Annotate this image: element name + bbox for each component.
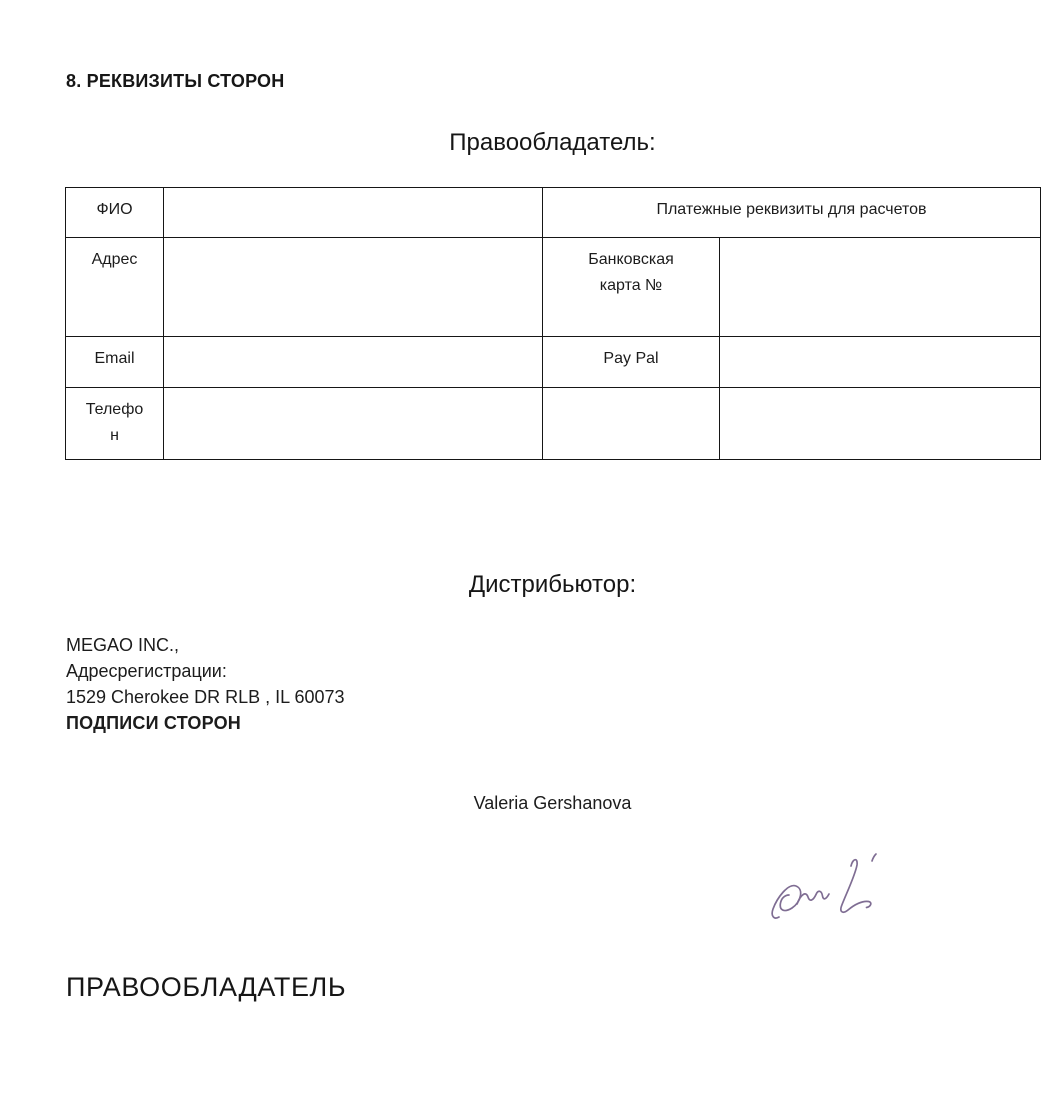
phone-label-cell [66, 388, 164, 460]
footer-heading: ПРАВООБЛАДАТЕЛЬ [66, 972, 347, 1002]
fio-value-cell[interactable] [164, 188, 543, 238]
phone-value-cell[interactable] [164, 388, 543, 460]
signer-name: Valeria Gershanova [473, 793, 632, 813]
section-heading: 8. РЕКВИЗИТЫ СТОРОН [66, 71, 285, 91]
handwritten-signature-icon [768, 850, 896, 936]
address-label-cell: Адрес [66, 238, 164, 337]
table-row-email [66, 337, 1041, 388]
signatures-heading: ПОДПИСИ СТОРОН [66, 713, 242, 733]
email-label-cell: Email [66, 337, 164, 388]
bank-card-label: Банковская карта № [588, 251, 674, 294]
paypal-label-cell: Pay Pal [543, 337, 720, 388]
distributor-title: Дистрибьютор: [468, 571, 637, 598]
address-value-cell[interactable] [164, 238, 543, 337]
phone-label: Телефон [85, 401, 144, 444]
distributor-registration-address: 1529 Cherokee DR RLB , IL 60073 [66, 687, 345, 707]
bank-card-label-cell [543, 238, 720, 337]
paypal-value-cell[interactable] [720, 337, 1041, 388]
table-row-address [66, 238, 1041, 337]
phone-payment-label-cell[interactable] [543, 388, 720, 460]
email-value-cell[interactable] [164, 337, 543, 388]
payment-header-cell: Платежные реквизиты для расчетов [543, 188, 1041, 238]
phone-payment-value-cell[interactable] [720, 388, 1041, 460]
rightsholder-title: Правообладатель: [449, 129, 656, 156]
distributor-info-block [66, 632, 345, 736]
distributor-registration-label: Адресрегистрации: [66, 661, 227, 681]
table-row-fio [66, 188, 1041, 238]
fio-label-cell: ФИО [66, 188, 164, 238]
table-row-phone [66, 388, 1041, 460]
bank-card-value-cell[interactable] [720, 238, 1041, 337]
distributor-company: MEGAO INC., [66, 635, 180, 655]
requisites-table [65, 187, 1041, 460]
